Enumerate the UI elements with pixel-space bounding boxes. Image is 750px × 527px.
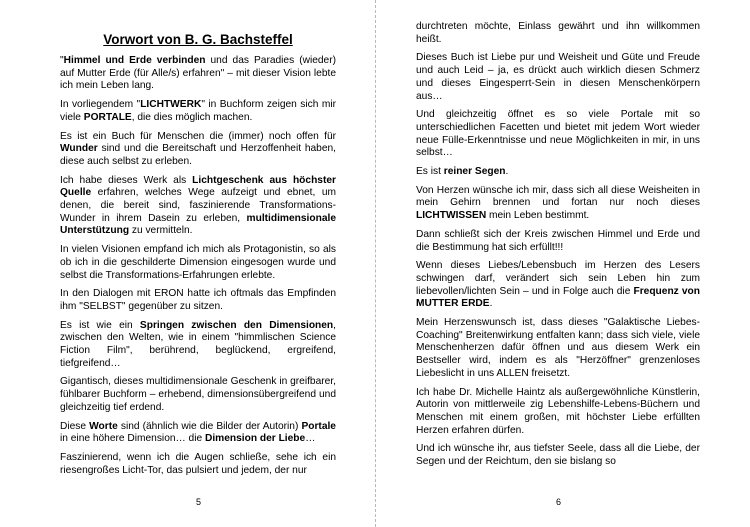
- paragraph: [60, 244, 336, 282]
- paragraph: [416, 21, 700, 46]
- paragraph: [60, 55, 336, 93]
- paragraph: [416, 443, 700, 468]
- text-run: In vorliegendem ": [60, 99, 141, 111]
- text-run: Dann schließt sich der Kreis zwischen Himmel und Erde und die Bestimmung hat sich erfüllt!!!: [416, 228, 700, 253]
- text-run: Ich habe Dr. Michelle Haintz als außergewöhnliche Künstlerin, Autorin von mittlerweile zig Lebenshilfe-Lebens-Büchern und Menschen mit einem großen, mit höchster Liebe erfüllten Herzen erfahren dürfen.: [416, 386, 700, 436]
- bold-text: multidimensionale Unterstützung: [60, 212, 336, 237]
- bold-text: Frequenz von MUTTER ERDE: [416, 285, 700, 310]
- text-run: , zwischen den Welten, wie in einem "himmlischen Science Fiction Film", berührend, beglückend, ergreifend, tiefgreifend…: [60, 319, 336, 369]
- chapter-title: Vorwort von B. G. Bachsteffel: [103, 32, 293, 47]
- paragraph: [60, 421, 336, 446]
- bold-text: Springen zwischen den Dimensionen: [139, 319, 334, 331]
- text-run: Es ist: [416, 166, 444, 178]
- text-run: erfahren, welches Wege aufzeigt und ebnet, um denen, die bereit sind, faszinierende Transformations-Wunder in ihrem Dasein zu erleben,: [60, 187, 336, 224]
- text-run: Von Herzen wünsche ich mir, dass sich all diese Weisheiten in mein Gehirn brennen und fortan nur noch dieses: [416, 184, 700, 209]
- left-page-text: [60, 32, 336, 483]
- paragraph: [416, 229, 700, 254]
- text-run: mein Leben bestimmt.: [486, 210, 590, 222]
- bold-text: Wunder: [60, 143, 98, 155]
- bold-text: Portale: [301, 420, 336, 432]
- paragraph: [60, 131, 336, 169]
- text-run: In den Dialogen mit ERON hatte ich oftmals das Empfinden ihm "SELBST" gegenüber zu sitzen.: [60, 288, 336, 312]
- text-run: zu vermitteln.: [129, 225, 193, 237]
- bold-text: PORTALE: [83, 111, 132, 123]
- text-run: und das Paradies (wieder) auf Mutter Erde (für Alle/s) erfahren" – mit dieser Vision lebte ich mein Leben lang.: [60, 55, 337, 92]
- page-number-right: 6: [556, 497, 562, 507]
- paragraph: [416, 317, 700, 381]
- text-run: Ich habe dieses Werk als: [60, 174, 193, 186]
- text-run: , die dies möglich machen.: [131, 111, 253, 123]
- text-run: Faszinierend, wenn ich die Augen schließe, sehe ich ein riesengroßes Licht-Tor, das pulsiert und jedem, der nur: [60, 451, 336, 476]
- paragraph: [416, 109, 700, 160]
- paragraph: [60, 320, 336, 371]
- text-run: Und gleichzeitig öffnet es so viele Portale mit so unterschiedlichen Facetten und bietet mit jedem Wort wieder neue Fülle-Erkenntnisse und neue Möglichkeiten in mir, in uns selbst…: [416, 109, 700, 159]
- bold-text: LICHTWERK: [140, 99, 202, 111]
- bold-text: Worte: [89, 420, 118, 432]
- bold-text: Lichtgeschenk aus höchster Quelle: [60, 174, 336, 199]
- text-run: Dieses Buch ist Liebe pur und Weisheit und Güte und Freude und auch Leid – ja, es drückt auch wirklich diesen Schmerz und dieses Eingesperrt-Sein in diesen Menschenkörpern aus…: [416, 52, 700, 102]
- paragraph: [60, 99, 336, 124]
- paragraph: [416, 52, 700, 103]
- bold-text: Himmel und Erde verbinden: [63, 55, 206, 66]
- left-paragraphs: [60, 55, 336, 477]
- text-run: Es ist wie ein: [60, 319, 140, 331]
- text-run: ": [60, 55, 64, 66]
- text-run: In vielen Visionen empfand ich mich als Protagonistin, so als ob ich in die geschilderte Dimension eingesogen wurde und selbst die Transformations-Erfahrungen erlebte.: [60, 244, 336, 281]
- right-paragraphs: [416, 21, 700, 469]
- text-run: .: [505, 166, 509, 178]
- paragraph: [416, 260, 700, 311]
- text-run: Wenn dieses Liebes/Lebensbuch im Herzen des Lesers schwingen darf, verändert sich sein Leben hin zum liebevollen/lichten Sein – und in Folge auch die: [416, 260, 700, 297]
- text-run: Gigantisch, dieses multidimensionale Geschenk in greifbarer, fühlbarer Buchform – erhebend, dimensionsübergreifend und gleichzeitig tief erdend.: [60, 376, 336, 413]
- paragraph: [60, 452, 336, 477]
- right-page-text: [416, 21, 700, 475]
- text-run: sind (ähnlich wie die Bilder der Autorin): [117, 420, 302, 432]
- text-run: …: [305, 433, 316, 445]
- paragraph: [416, 387, 700, 438]
- bold-text: reiner Segen: [443, 166, 506, 178]
- text-run: Diese: [60, 420, 90, 432]
- bold-text: Dimension der Liebe: [204, 433, 306, 445]
- right-page: [375, 0, 750, 527]
- text-run: Mein Herzenswunsch ist, dass dieses "Galaktische Liebes-Coaching" Breitenwirkung entfalten kann; dass sich viele, viele Menschenherzen dafür öffnen und aus diesem Werk ein Bestseller wird, indem es als "Herzöffner" grenzenloses Liebeslicht in uns ALLEN freisetzt.: [416, 317, 700, 379]
- paragraph: [416, 166, 700, 179]
- page-number-left: 5: [196, 497, 202, 507]
- text-run: .: [489, 298, 493, 310]
- text-run: sind und die Bereitschaft und Herzoffenheit haben, diese auch selbst zu erleben.: [60, 143, 336, 167]
- text-run: Und ich wünsche ihr, aus tiefster Seele, dass all die Liebe, der Segen und der Reichtum, den sie bislang so: [416, 443, 700, 468]
- bold-text: LICHTWISSEN: [416, 210, 487, 222]
- text-run: durchtreten möchte, Einlass gewährt und ihn willkommen heißt.: [416, 21, 700, 45]
- paragraph: [60, 376, 336, 414]
- text-run: Es ist ein Buch für Menschen die (immer) noch offen für: [60, 130, 336, 142]
- paragraph: [60, 288, 336, 313]
- text-run: " in Buchform zeigen sich mir viele: [60, 99, 336, 123]
- paragraph: [60, 175, 336, 239]
- text-run: in eine höhere Dimension… die: [60, 433, 205, 445]
- paragraph: [416, 185, 700, 223]
